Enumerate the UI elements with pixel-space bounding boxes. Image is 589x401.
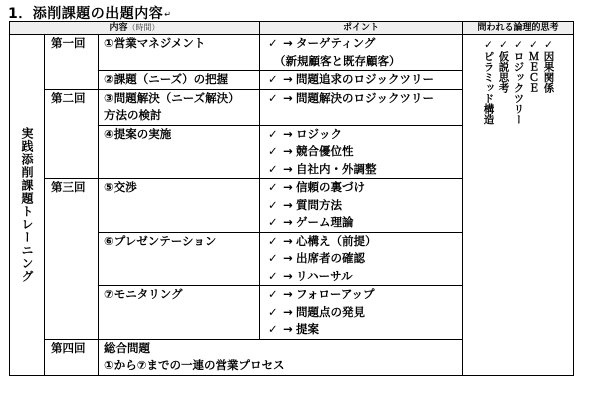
point-text: 質問方法 [296, 197, 342, 212]
content-text: ⑤交渉 [104, 180, 137, 194]
program-label: 実践添削課題トレーニング [20, 126, 34, 283]
content-text: ⑦モニタリング [104, 287, 183, 301]
point-text: フォローアップ [296, 287, 375, 301]
content-text: ⑥プレゼンテーション [104, 233, 217, 248]
check-icon: ✓ [268, 233, 278, 248]
return-mark: ↵ [164, 9, 172, 19]
header-thinking-label: 問われる論理的思考 [477, 23, 559, 33]
point-item [268, 179, 462, 197]
content-text: 方法の検討 [104, 108, 162, 122]
check-icon: ✓ [268, 161, 278, 176]
arrow-icon: → [283, 126, 293, 141]
point-text: 提案 [296, 322, 319, 336]
content-cell [99, 179, 260, 233]
check-icon: ✓ [512, 39, 525, 51]
point-item [268, 71, 462, 89]
content-cell [99, 286, 260, 340]
point-text: 信頼の裏づけ [296, 180, 365, 194]
check-icon: ✓ [268, 268, 278, 283]
point-text: ロジック [296, 126, 342, 141]
content-cell [99, 125, 260, 179]
arrow-icon: → [283, 180, 293, 194]
point-item [268, 90, 462, 108]
point-item [268, 143, 462, 161]
check-icon: ✓ [268, 197, 278, 212]
content-cell [99, 339, 463, 375]
check-icon: ✓ [482, 39, 495, 51]
point-text: 問題点の発見 [296, 304, 365, 319]
arrow-icon: → [283, 233, 293, 248]
document-title [8, 3, 171, 23]
arrow-icon: → [283, 268, 293, 283]
thinking-text: ＭＥＣＥ [527, 51, 540, 93]
content-cell [99, 89, 260, 125]
check-icon: ✓ [268, 287, 278, 301]
point-text: 競合優位性 [296, 144, 354, 158]
arrow-icon: → [283, 322, 293, 336]
header-point-label: ポイント [342, 23, 379, 33]
check-icon: ✓ [268, 251, 278, 265]
header-thinking [463, 22, 574, 35]
point-item [268, 268, 462, 286]
arrow-icon: → [283, 144, 293, 158]
content-text: ③問題解決（ニーズ解決） [104, 90, 240, 105]
check-icon: ✓ [268, 304, 278, 319]
point-text: 問題追求のロジックツリー [296, 72, 434, 86]
thinking-cell [463, 35, 574, 376]
point-text: ゲーム理論 [296, 215, 354, 229]
point-item [268, 126, 462, 144]
arrow-icon: → [283, 72, 293, 86]
point-item [268, 197, 462, 215]
header-content-sub: （時間） [127, 23, 160, 32]
thinking-item [542, 39, 555, 125]
point-cell [260, 179, 463, 233]
check-icon: ✓ [542, 39, 555, 51]
point-text: ターゲティング [296, 36, 376, 50]
check-icon: ✓ [268, 144, 278, 158]
check-icon: ✓ [268, 180, 278, 194]
point-text: 心構え（前提） [296, 233, 377, 248]
thinking-item [527, 39, 540, 125]
point-item [268, 321, 462, 339]
check-icon: ✓ [527, 39, 540, 51]
header-content [10, 22, 260, 35]
session-label: 第三回 [45, 179, 99, 340]
point-text: 問題解決のロジックツリー [296, 90, 434, 105]
arrow-icon: → [283, 197, 293, 212]
check-icon: ✓ [268, 322, 278, 336]
point-item [268, 35, 462, 53]
content-text: 総合問題 [104, 340, 150, 355]
point-item [268, 286, 462, 304]
arrow-icon: → [283, 36, 293, 50]
point-cell [260, 232, 463, 286]
assignment-table [9, 21, 574, 376]
point-text: （新規顧客と既存顧客） [274, 53, 401, 68]
check-icon: ✓ [268, 90, 278, 105]
point-item [268, 250, 462, 268]
arrow-icon: → [283, 90, 293, 105]
document-title-text: 1．添削課題の出題内容 [8, 6, 164, 22]
session-label: 第四回 [45, 339, 99, 375]
check-icon: ✓ [497, 39, 510, 51]
arrow-icon: → [283, 161, 293, 176]
content-cell [99, 71, 260, 90]
thinking-item [512, 39, 525, 125]
check-icon: ✓ [268, 72, 278, 86]
thinking-text: ロジックツリー [512, 51, 525, 125]
table-header-row [10, 22, 574, 35]
content-cell [99, 35, 260, 71]
thinking-text: ピラミッド構造 [482, 51, 495, 125]
check-icon: ✓ [268, 215, 278, 229]
arrow-icon: → [283, 215, 293, 229]
check-icon: ✓ [268, 36, 278, 50]
point-item [268, 161, 462, 179]
thinking-item [482, 39, 495, 125]
point-cell [260, 71, 463, 90]
header-content-label: 内容 [109, 23, 128, 33]
point-item [268, 214, 462, 232]
table-row [10, 35, 574, 71]
content-cell [99, 232, 260, 286]
check-icon: ✓ [268, 126, 278, 141]
thinking-item [497, 39, 510, 125]
content-text: ①から⑦までの一連の営業プロセス [104, 358, 285, 372]
header-point [260, 22, 463, 35]
content-text: ④提案の実施 [104, 126, 172, 141]
point-text: リハーサル [296, 268, 353, 283]
point-cell [260, 35, 463, 71]
arrow-icon: → [283, 304, 293, 319]
point-item [268, 53, 462, 71]
content-text: ①営業マネジメント [104, 36, 206, 50]
content-text: ②課題（ニーズ）の把握 [104, 72, 229, 86]
point-cell [260, 286, 463, 340]
point-cell [260, 89, 463, 125]
session-label: 第二回 [45, 89, 99, 179]
point-text: 自社内・外調整 [296, 161, 377, 176]
point-cell [260, 125, 463, 179]
point-item [268, 233, 462, 251]
arrow-icon: → [283, 287, 293, 301]
arrow-icon: → [283, 251, 293, 265]
thinking-list [463, 39, 573, 125]
session-label: 第一回 [45, 35, 99, 90]
program-label-cell [10, 35, 45, 376]
point-item [268, 304, 462, 322]
thinking-text: 仮説思考 [497, 51, 510, 93]
point-text: 出席者の確認 [296, 251, 365, 265]
thinking-text: 因果関係 [542, 51, 555, 93]
